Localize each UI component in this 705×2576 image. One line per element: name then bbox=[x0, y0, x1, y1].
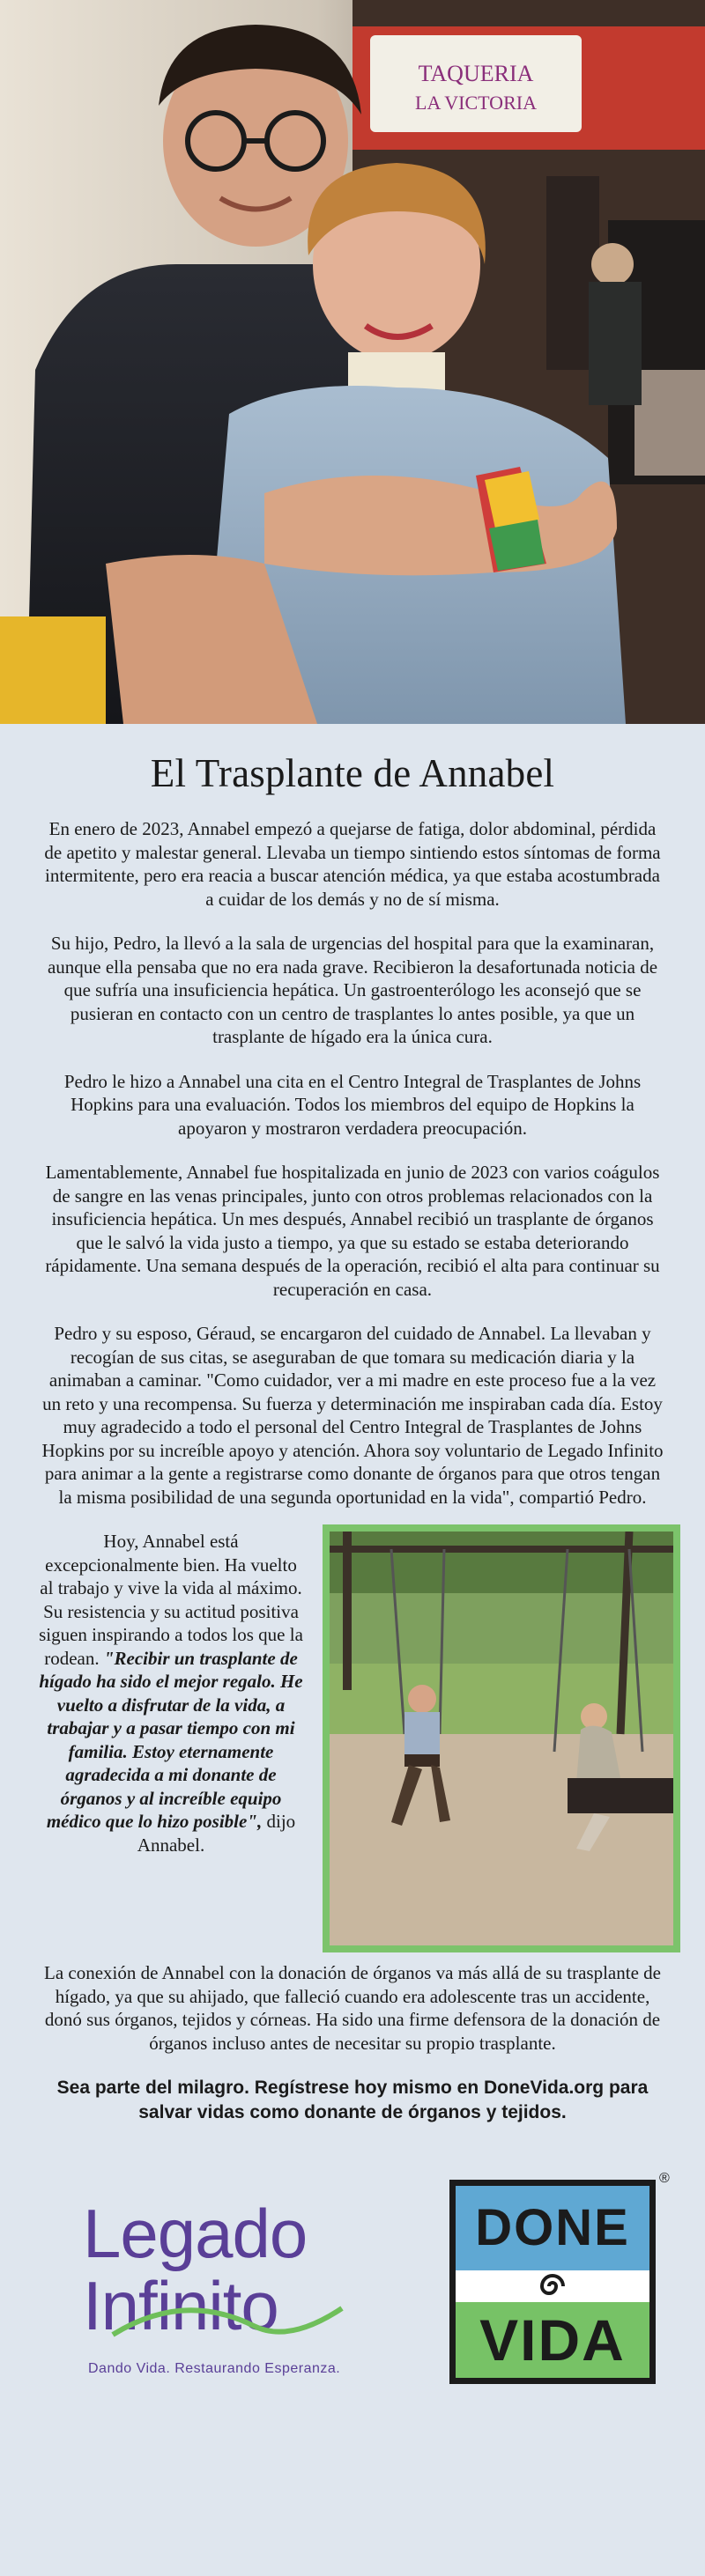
call-to-action: Sea parte del milagro. Regístrese hoy mismo en DoneVida.org para salvar vidas como donante de órganos y tejidos. bbox=[56, 2078, 649, 2122]
sign-line-1: TAQUERIA bbox=[418, 61, 534, 86]
annabel-quote: "Recibir un trasplante de hígado ha sido el mejor regalo. He vuelto a disfrutar de la vida, a trabajar y a pasar tiempo con mi familia. Estoy eternamente agradecida a mi donante de órganos y al increíble equipo médico que lo hizo posible", bbox=[39, 1647, 303, 1832]
paragraph-3: Pedro le hizo a Annabel una cita en el Centro Integral de Trasplantes de Johns Hopkins para una evaluación. Todos los miembros del equipo de Hopkins la apoyaron y mostraron verdadera preocupación. bbox=[63, 1070, 642, 1139]
hero-photo-illustration bbox=[0, 0, 705, 724]
vida-word: VIDA bbox=[456, 2302, 649, 2378]
article-title: El Trasplante de Annabel bbox=[150, 751, 555, 795]
split-intro: Hoy, Annabel está excepcionalmente bien. Ha vuelto al trabajo y vive la vida al máximo. Su resistencia y su actitud positiva siguen inspirando a todos los que la rodean. bbox=[39, 1531, 303, 1669]
closing-paragraph: La conexión de Annabel con la donación de órganos va más allá de su trasplante de hígado, ya que su ahijado, que falleció cuando era adolescente tras un accidente, donó sus órganos, tejidos y córneas. Ha sido una firme defensora de la donación de órganos incluso antes de necesitar su propio trasplante. bbox=[44, 1962, 661, 2054]
legado-tagline: Dando Vida. Restaurando Esperanza. bbox=[88, 2361, 341, 2376]
paragraph-1: En enero de 2023, Annabel empezó a quejarse de fatiga, dolor abdominal, pérdida de apetito y malestar general. Llevaba un tiempo sintiendo estos síntomas de forma intermitente, pero era reacia a buscar atención médica, ya que estaba acostumbrada a cuidar de los demás y no de sí misma. bbox=[44, 818, 661, 910]
infinito-word: Infinito bbox=[83, 2267, 278, 2344]
paragraph-2: Su hijo, Pedro, la llevó a la sala de urgencias del hospital para que la examinaran, aunque ella pensaba que no era nada grave. Recibieron la desafortunada noticia de que sufría una insuficiencia hepática. Un gastroenterólogo les aconsejó que se pusieran en contacto con un centro de trasplantes lo antes posible, ya que un trasplante de hígado era la única cura. bbox=[47, 933, 658, 1047]
green-swoosh-icon bbox=[78, 2299, 360, 2352]
split-text bbox=[39, 1530, 303, 1856]
swing-photo bbox=[323, 1524, 680, 1952]
registered-mark: ® bbox=[659, 2171, 670, 2186]
hero-photo bbox=[0, 0, 705, 724]
swing-photo-illustration bbox=[330, 1532, 673, 1945]
spiral-icon bbox=[528, 2270, 577, 2302]
paragraph-5: Pedro y su esposo, Géraud, se encargaron del cuidado de Annabel. La llevaban y recogían de sus citas, se aseguraban de que tomara su medicación diaria y la animaban a caminar. "Como cuidador, ver a mi madre en este proceso fue a la vez un reto y una recompensa. Su fuerza y determinación me inspiraban cada día. Estoy muy agradecido a todo el personal del Centro Integral de Trasplantes de Johns Hopkins por su increíble apoyo y atención. Ahora soy voluntario de Legado Infinito para animar a la gente a registrarse como donante de órganos para que otros tengan la misma posibilidad de una segunda oportunidad en la vida", compartió Pedro. bbox=[41, 1323, 664, 1508]
done-word: DONE bbox=[456, 2186, 649, 2270]
paragraph-4: Lamentablemente, Annabel fue hospitalizada en junio de 2023 con varios coágulos de sangre en las venas principales, junto con otros problemas relacionados con la insuficiencia hepática. Un mes después, Annabel recibió un trasplante de órganos que le salvó la vida justo a tiempo, ya que su estado se estaba deteriorando rápidamente. Una semana después de la operación, recibió el alta para continuar su recuperación en casa. bbox=[45, 1162, 660, 1300]
split-section bbox=[39, 1530, 666, 1944]
sign-line-2: LA VICTORIA bbox=[415, 92, 537, 114]
quote-attribution: dijo Annabel. bbox=[137, 1811, 296, 1856]
logo-row bbox=[0, 2125, 705, 2389]
done-vida-logo bbox=[449, 2180, 656, 2384]
legado-word: Legado bbox=[83, 2195, 308, 2272]
legado-infinito-logo bbox=[39, 2194, 374, 2388]
